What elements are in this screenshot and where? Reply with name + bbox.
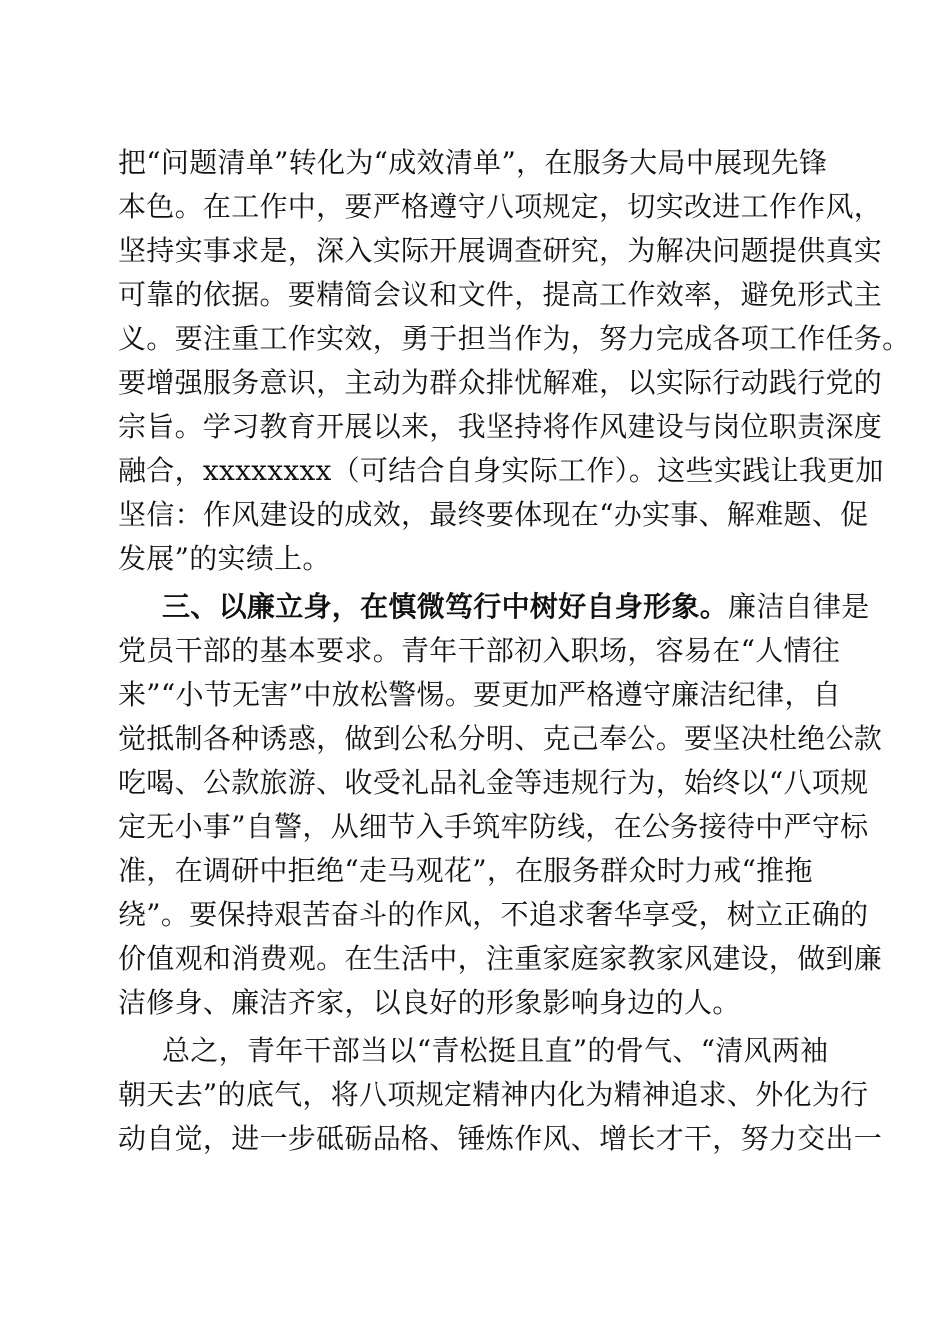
paragraph-line: 可靠的依据。要精简会议和文件，提高工作效率，避免形式主 [118,278,883,311]
conclusion-first-line: 总之，青年干部当以“青松挺且直”的骨气、“清风两袖 [162,1034,829,1067]
paragraph-line: 绕”。要保持艰苦奋斗的作风，不追求奢华享受，树立正确的 [118,898,869,931]
paragraph-line: 准，在调研中拒绝“走马观花”，在服务群众时力戒“推拖 [118,854,813,887]
paragraph-line: 朝天去”的底气，将八项规定精神内化为精神追求、外化为行 [118,1078,869,1111]
section-3-first-line-rest: 廉洁自律是 [728,590,870,623]
paragraph-line: 坚信：作风建设的成效，最终要体现在“办实事、解难题、促 [118,498,869,531]
paragraph-line: 要增强服务意识，主动为群众排忧解难，以实际行动践行党的 [118,366,883,399]
paragraph-line: 吃喝、公款旅游、收受礼品礼金等违规行为，始终以“八项规 [118,766,869,799]
paragraph-line: 觉抵制各种诱惑，做到公私分明、克己奉公。要坚决杜绝公款 [118,722,883,755]
paragraph-line: 定无小事”自警，从细节入手筑牢防线，在公务接待中严守标 [118,810,869,843]
paragraph-line: 坚持实事求是，深入实际开展调查研究，为解决问题提供真实 [118,234,883,267]
paragraph-line: 把“问题清单”转化为“成效清单”，在服务大局中展现先锋 [118,146,828,179]
paragraph-line: 本色。在工作中，要严格遵守八项规定，切实改进工作作风， [118,190,883,223]
paragraph-line: 发展”的实绩上。 [118,542,331,575]
paragraph-line: 价值观和消费观。在生活中，注重家庭家教家风建设，做到廉 [118,942,883,975]
paragraph-line: 义。要注重工作实效，勇于担当作为，努力完成各项工作任务。 [118,322,911,355]
section-3-first-line [162,585,870,629]
paragraph-line: 党员干部的基本要求。青年干部初入职场，容易在“人情往 [118,634,841,667]
paragraph-line: 来”“小节无害”中放松警惕。要更加严格遵守廉洁纪律，自 [118,678,842,711]
section-3-heading: 三、以廉立身，在慎微笃行中树好自身形象。 [162,590,729,623]
paragraph-line: 宗旨。学习教育开展以来，我坚持将作风建设与岗位职责深度 [118,410,883,443]
paragraph-line: 洁修身、廉洁齐家，以良好的形象影响身边的人。 [118,986,741,1019]
paragraph-line: 融合，xxxxxxxx（可结合自身实际工作）。这些实践让我更加 [118,454,884,487]
paragraph-line: 动自觉，进一步砥砺品格、锤炼作风、增长才干，努力交出一 [118,1122,883,1155]
